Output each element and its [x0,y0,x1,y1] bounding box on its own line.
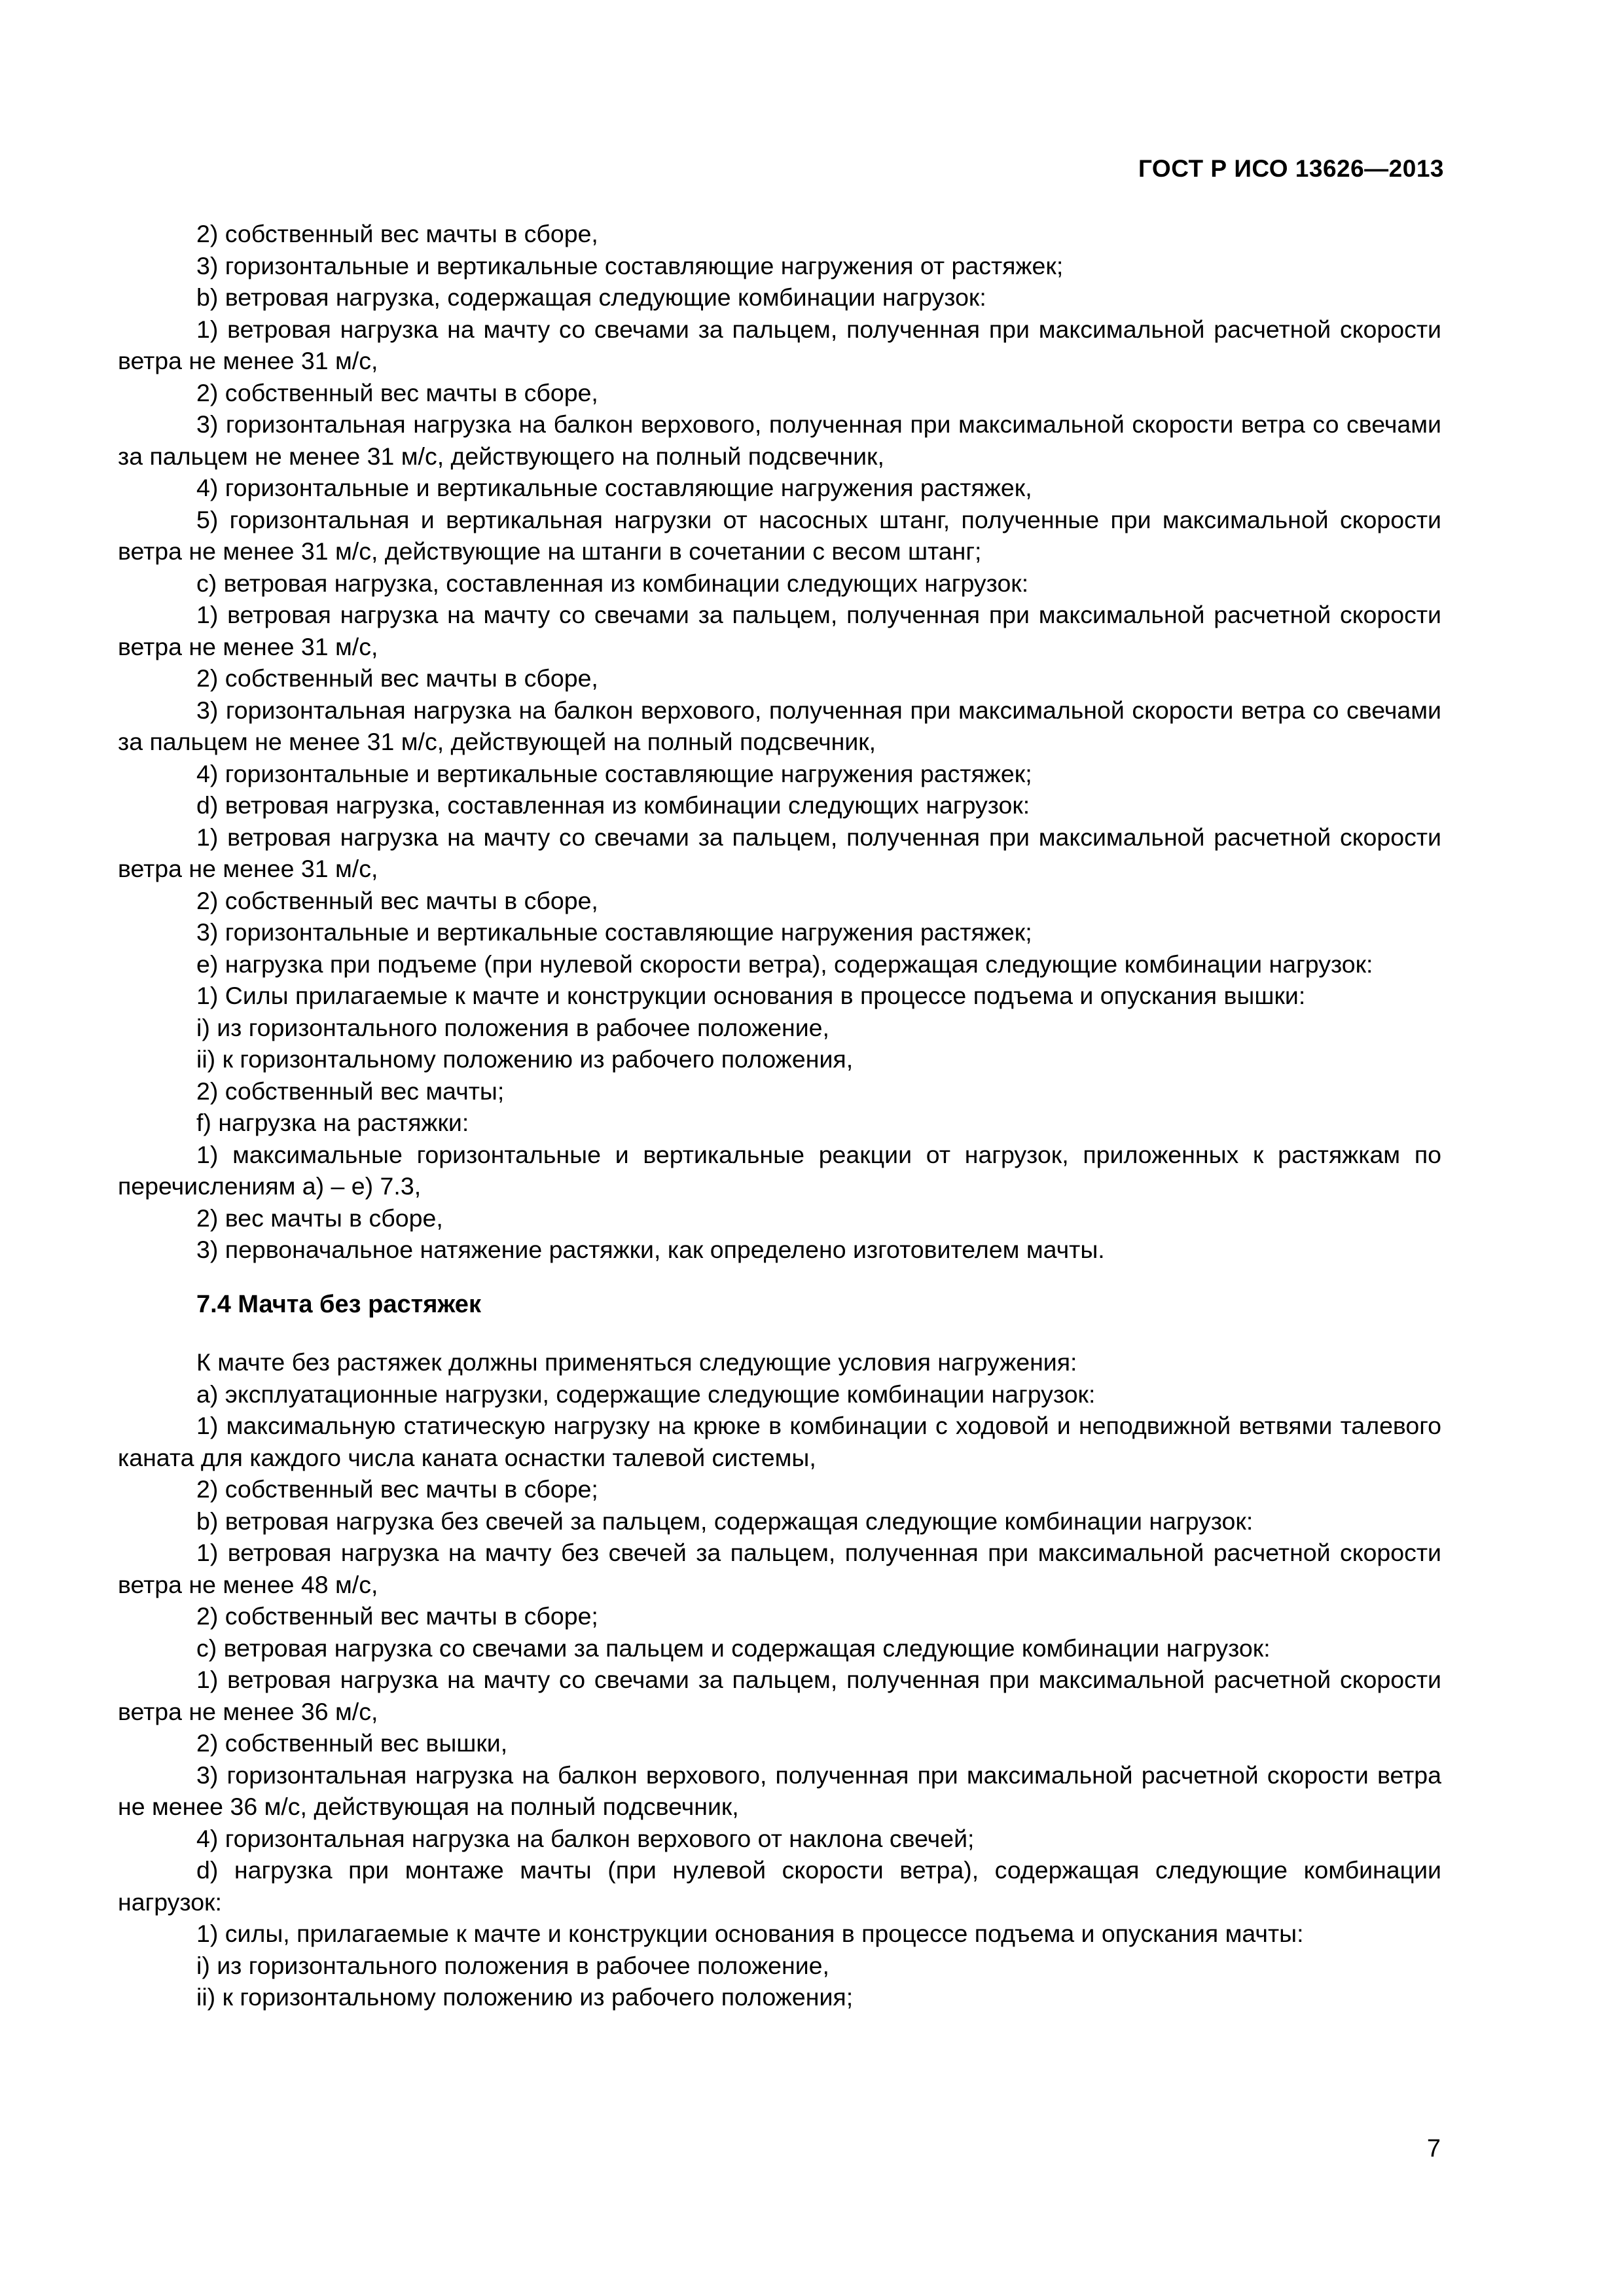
page-number: 7 [1426,2135,1441,2162]
list-item: 3) горизонтальная нагрузка на балкон верхового, полученная при максимальной скорости ветра со свечами за пальцем не менее 31 м/с, действующего на полный подсвечник, [118,410,1441,470]
list-item: 3) горизонтальная нагрузка на балкон верхового, полученная при максимальной скорости ветра со свечами за пальцем не менее 31 м/с, действующей на полный подсвечник, [118,696,1441,755]
list-item: 2) собственный вес мачты; [196,1077,505,1105]
list-item: 2) собственный вес мачты в сборе; [196,1602,598,1630]
list-item: ii) к горизонтальному положению из рабочего положения, [196,1045,854,1073]
list-item: 1) Силы прилагаемые к мачте и конструкции основания в процессе подъема и опускания вышки: [196,982,1306,1009]
list-item: b) ветровая нагрузка, содержащая следующие комбинации нагрузок: [196,283,986,311]
document-body [118,218,1441,2013]
list-item: 1) силы, прилагаемые к мачте и конструкции основания в процессе подъема и опускания мачты: [196,1920,1304,1947]
list-item: 4) горизонтальные и вертикальные составляющие нагружения растяжек; [196,759,1032,787]
list-item: 5) горизонтальная и вертикальная нагрузки от насосных штанг, полученные при максимальной скорости ветра не менее 31 м/с, действующие на штанги в сочетании с весом штанг; [118,505,1441,565]
list-item: 1) ветровая нагрузка на мачту со свечами за пальцем, полученная при максимальной расчетной скорости ветра не менее 36 м/с, [118,1666,1441,1725]
list-item: f) нагрузка на растяжки: [196,1109,469,1136]
list-item: 1) ветровая нагрузка на мачту со свечами за пальцем, полученная при максимальной расчетной скорости ветра не менее 31 м/с, [118,823,1441,882]
document-code-header: ГОСТ Р ИСО 13626—2013 [1138,155,1444,182]
list-item: d) ветровая нагрузка, составленная из комбинации следующих нагрузок: [196,791,1030,819]
list-item: 2) вес мачты в сборе, [196,1204,443,1232]
list-item: 2) собственный вес вышки, [196,1729,508,1757]
list-item: 2) собственный вес мачты в сборе; [196,1475,598,1503]
list-item: 2) собственный вес мачты в сборе, [196,220,598,247]
list-item: 3) горизонтальные и вертикальные составляющие нагружения растяжек; [196,918,1032,946]
intro-paragraph: К мачте без растяжек должны применяться следующие условия нагружения: [196,1348,1077,1376]
section-heading: 7.4 Мачта без растяжек [196,1290,481,1318]
list-item: 2) собственный вес мачты в сборе, [196,664,598,692]
list-item: 3) горизонтальные и вертикальные составляющие нагружения от растяжек; [196,251,1064,279]
list-item: c) ветровая нагрузка со свечами за пальцем и содержащая следующие комбинации нагрузок: [196,1634,1271,1662]
list-item: 4) горизонтальная нагрузка на балкон верхового от наклона свечей; [196,1824,975,1852]
list-item: 2) собственный вес мачты в сборе, [196,378,598,406]
list-item: i) из горизонтального положения в рабочее положение, [196,1951,829,1979]
list-item: 3) горизонтальная нагрузка на балкон верхового, полученная при максимальной расчетной скорости ветра не менее 36 м/с, действующая на полный подсвечник, [118,1761,1441,1820]
list-item: 3) первоначальное натяжение растяжки, как определено изготовителем мачты. [196,1236,1105,1263]
list-item: 2) собственный вес мачты в сборе, [196,886,598,914]
list-item: e) нагрузка при подъеме (при нулевой скорости ветра), содержащая следующие комбинации нагрузок: [196,950,1373,978]
list-item: 4) горизонтальные и вертикальные составляющие нагружения растяжек, [196,474,1032,501]
list-item: 1) ветровая нагрузка на мачту без свечей за пальцем, полученная при максимальной расчетной скорости ветра не менее 48 м/с, [118,1539,1441,1598]
list-item: 1) ветровая нагрузка на мачту со свечами за пальцем, полученная при максимальной расчетной скорости ветра не менее 31 м/с, [118,601,1441,660]
list-item: 1) максимальные горизонтальные и вертикальные реакции от нагрузок, приложенных к растяжкам по перечислениям а) – е) 7.3, [118,1140,1441,1200]
list-item: a) эксплуатационные нагрузки, содержащие следующие комбинации нагрузок: [196,1380,1096,1408]
list-item: i) из горизонтального положения в рабочее положение, [196,1013,829,1041]
list-item: 1) ветровая нагрузка на мачту со свечами за пальцем, полученная при максимальной расчетной скорости ветра не менее 31 м/с, [118,315,1441,374]
list-item: b) ветровая нагрузка без свечей за пальцем, содержащая следующие комбинации нагрузок: [196,1507,1254,1535]
list-item: ii) к горизонтальному положению из рабочего положения; [196,1983,854,2011]
list-item: 1) максимальную статическую нагрузку на крюке в комбинации с ходовой и неподвижной ветвями талевого каната для каждого числа каната оснастки талевой системы, [118,1412,1441,1471]
list-item: c) ветровая нагрузка, составленная из комбинации следующих нагрузок: [196,569,1029,597]
list-item: d) нагрузка при монтаже мачты (при нулевой скорости ветра), содержащая следующие комбинации нагрузок: [118,1856,1441,1916]
